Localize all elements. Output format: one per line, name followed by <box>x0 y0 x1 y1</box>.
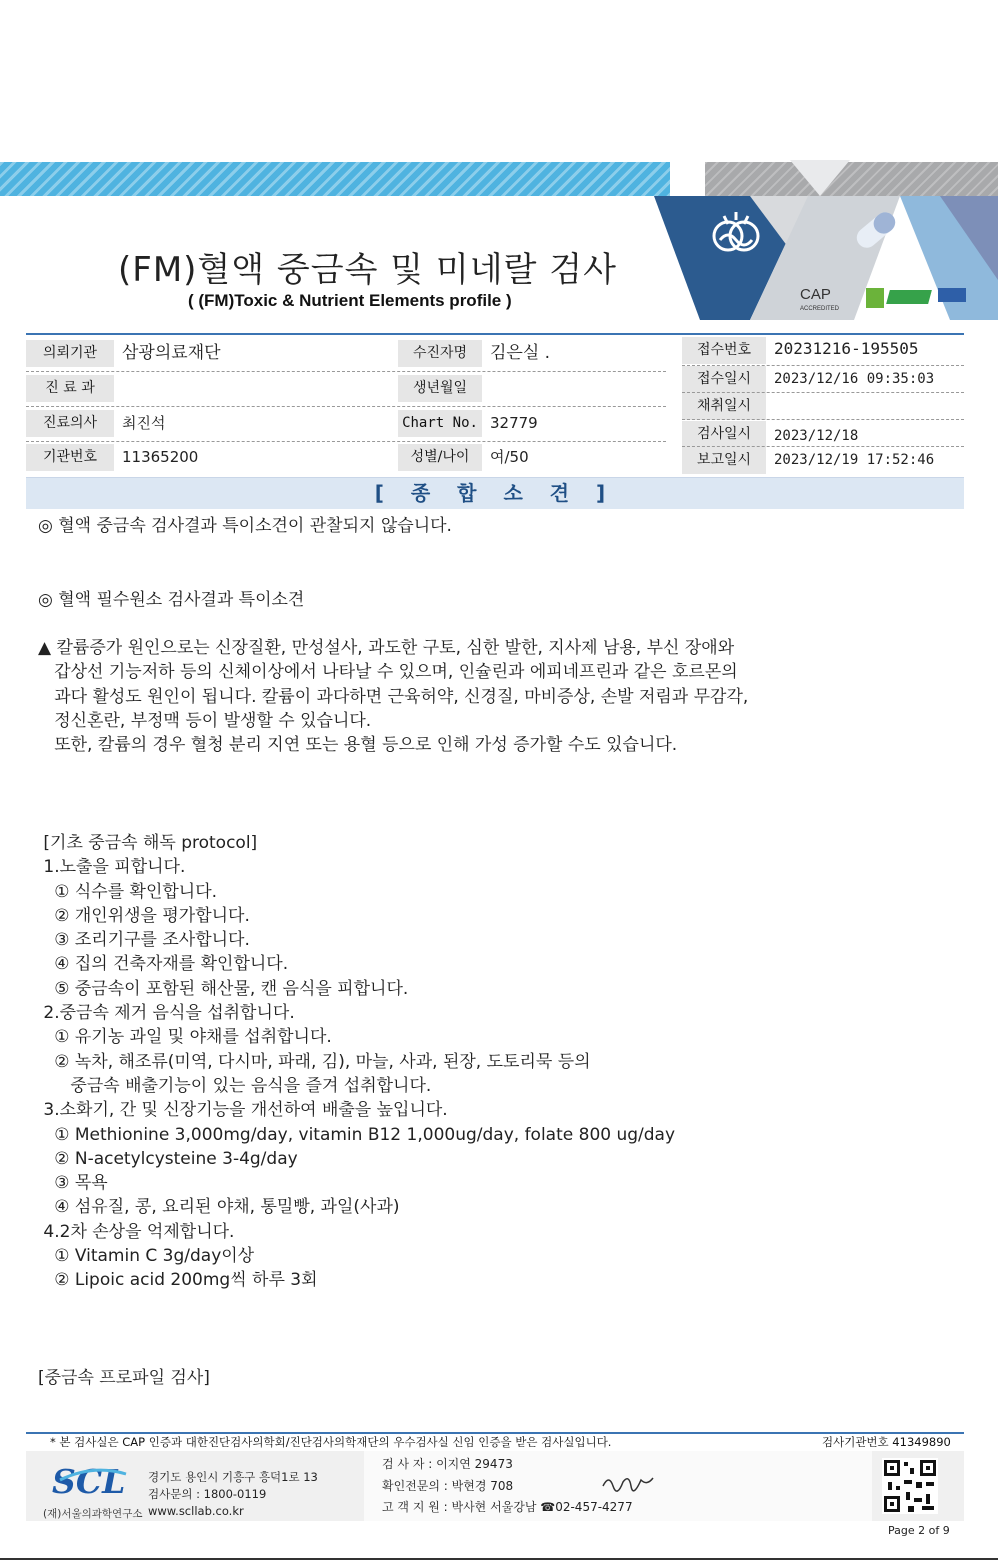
protocol-line: ① 식수를 확인합니다. <box>38 881 218 902</box>
value-sex-age: 여/50 <box>490 448 529 466</box>
protocol-line: 4.2차 손상을 억제합니다. <box>38 1221 235 1242</box>
footer-website[interactable]: www.scllab.co.kr <box>148 1504 244 1518</box>
value-org-no: 11365200 <box>122 448 199 466</box>
value-chart: 32779 <box>490 414 538 432</box>
summary-heading: [ 종 합 소 견 ] <box>26 477 964 509</box>
finding-line: 갑상선 기능저하 등의 신체이상에서 나타날 수 있으며, 인슐린과 에피네프린과 같은 호르몬의 <box>38 662 738 683</box>
protocol-line: ② 개인위생을 평가합니다. <box>38 905 250 926</box>
protocol-line: ⑤ 중금속이 포함된 해산물, 캔 음식을 피합니다. <box>38 978 409 999</box>
scl-logo-swoosh <box>58 1466 128 1482</box>
label-report-time: 보고일시 <box>682 447 766 474</box>
label-doctor: 진료의사 <box>26 410 114 437</box>
protocol-line: ④ 집의 건축자재를 확인합니다. <box>38 954 289 975</box>
protocol-line: 중금속 배출기능이 있는 음식을 즐겨 섭취합니다. <box>38 1075 432 1096</box>
value-dept <box>116 375 122 402</box>
protocol-line: ③ 조리기구를 조사합니다. <box>38 930 250 951</box>
scl-logo-subtitle: (재)서울의과학연구소 <box>43 1508 143 1520</box>
footer-accreditation-note: * 본 검사실은 CAP 인증과 대한진단검사의학회/진단검사의학재단의 우수검사실 신임 인증을 받은 검사실입니다. <box>50 1435 612 1449</box>
page-number: Page 2 of 9 <box>888 1524 950 1537</box>
qr-code-icon <box>882 1458 938 1514</box>
value-doctor: 최진석 <box>122 414 166 432</box>
label-dept: 진 료 과 <box>26 375 114 402</box>
label-patient: 수진자명 <box>398 340 482 367</box>
protocol-line: ③ 목욕 <box>38 1173 108 1194</box>
label-collect-time: 채취일시 <box>682 393 766 420</box>
accreditation-logo <box>866 288 884 308</box>
page-title: (FM)혈액 중금속 및 미네랄 검사 <box>118 250 617 290</box>
label-receipt-no: 접수번호 <box>682 337 766 364</box>
finding-line: ▲ 칼륨증가 원인으로는 신장질환, 만성설사, 과도한 구토, 심한 발한, 지사제 남용, 부신 장애와 <box>38 638 735 658</box>
protocol-heading: [기초 중금속 해독 protocol] <box>38 833 258 853</box>
footer-technician: 검 사 자 : 이지연 29473 <box>382 1457 513 1471</box>
protocol-line: ② 녹차, 해조류(미역, 다시마, 파래, 김), 마늘, 사과, 된장, 도토리묵 등의 <box>38 1051 591 1072</box>
scl-logo: SCL <box>52 1462 126 1501</box>
value-report-time: 2023/12/19 17:52:46 <box>774 452 935 468</box>
protocol-line: ① 유기농 과일 및 야채를 섭취합니다. <box>38 1027 332 1048</box>
potassium-finding <box>38 636 748 757</box>
cap-logo: CAP $^{ACCREDITED}$ <box>800 286 840 312</box>
footer-org-code: 검사기관번호 41349890 <box>822 1435 951 1449</box>
accreditation-logo-3 <box>938 288 966 302</box>
label-chart: Chart No. <box>398 410 482 437</box>
value-patient: 김은실 . <box>490 343 551 363</box>
protocol-line: 1.노출을 피합니다. <box>38 857 186 878</box>
label-hospital: 의뢰기관 <box>26 340 114 367</box>
label-test-date: 검사일시 <box>682 421 766 448</box>
header-stripe-band <box>0 162 670 196</box>
label-receipt-time: 접수일시 <box>682 366 766 393</box>
protocol-line: ② N-acetylcysteine 3-4g/day <box>38 1148 298 1169</box>
finding-line: 또한, 칼륨의 경우 혈청 분리 지연 또는 용혈 등으로 인해 가성 증가할 수도 있습니다. <box>38 735 678 756</box>
value-receipt-no: 20231216-195505 <box>774 339 919 358</box>
protocol-line: ② Lipoic acid 200mg씩 하루 3회 <box>38 1270 318 1291</box>
bottom-rule <box>0 1558 998 1560</box>
footer-specialist: 확인전문의 : 박현경 708 <box>382 1479 514 1493</box>
accreditation-logo-2 <box>886 290 932 304</box>
footer-address: 경기도 용인시 기흥구 흥덕1로 13 <box>148 1470 318 1484</box>
value-collect-time <box>768 393 774 420</box>
value-test-date: 2023/12/18 <box>774 428 859 444</box>
profile-heading: [중금속 프로파일 검사] <box>38 1368 210 1388</box>
value-hospital: 삼광의료재단 <box>122 343 221 363</box>
finding-line: 정신혼란, 부정맥 등이 발생할 수 있습니다. <box>38 710 372 731</box>
summary-heavy-metal-note: ◎ 혈액 중금속 검사결과 특이소견이 관찰되지 않습니다. <box>38 516 452 536</box>
footer-phone: 검사문의 : 1800-0119 <box>148 1487 267 1501</box>
protocol-line: ① Methionine 3,000mg/day, vitamin B12 1,000ug/day, folate 800 ug/day <box>38 1124 676 1145</box>
footer-customer-support: 고 객 지 원 : 박사현 서울강남 ☎02-457-4277 <box>382 1500 633 1514</box>
specialist-signature <box>600 1470 656 1496</box>
label-birth: 생년월일 <box>398 375 482 402</box>
protocol-line: 3.소화기, 간 및 신장기능을 개선하여 배출을 높입니다. <box>38 1100 448 1121</box>
label-org-no: 기관번호 <box>26 444 114 471</box>
detox-protocol <box>38 831 675 1293</box>
protocol-line: 2.중금속 제거 음식을 섭취합니다. <box>38 1003 295 1024</box>
page-subtitle: ( (FM)Toxic & Nutrient Elements profile ) <box>188 291 512 310</box>
value-birth <box>484 375 490 402</box>
label-sex-age: 성별/나이 <box>398 444 482 471</box>
value-receipt-time: 2023/12/16 09:35:03 <box>774 371 935 387</box>
protocol-line: ④ 섬유질, 콩, 요리된 야채, 통밀빵, 과일(사과) <box>38 1197 400 1218</box>
protocol-line: ① Vitamin C 3g/day이상 <box>38 1246 255 1267</box>
summary-essential-element-note: ◎ 혈액 필수원소 검사결과 특이소견 <box>38 590 305 610</box>
finding-line: 과다 활성도 원인이 됩니다. 칼륨이 과다하면 근육허약, 신경질, 마비증상, 손발 저림과 무감각, <box>38 686 749 707</box>
